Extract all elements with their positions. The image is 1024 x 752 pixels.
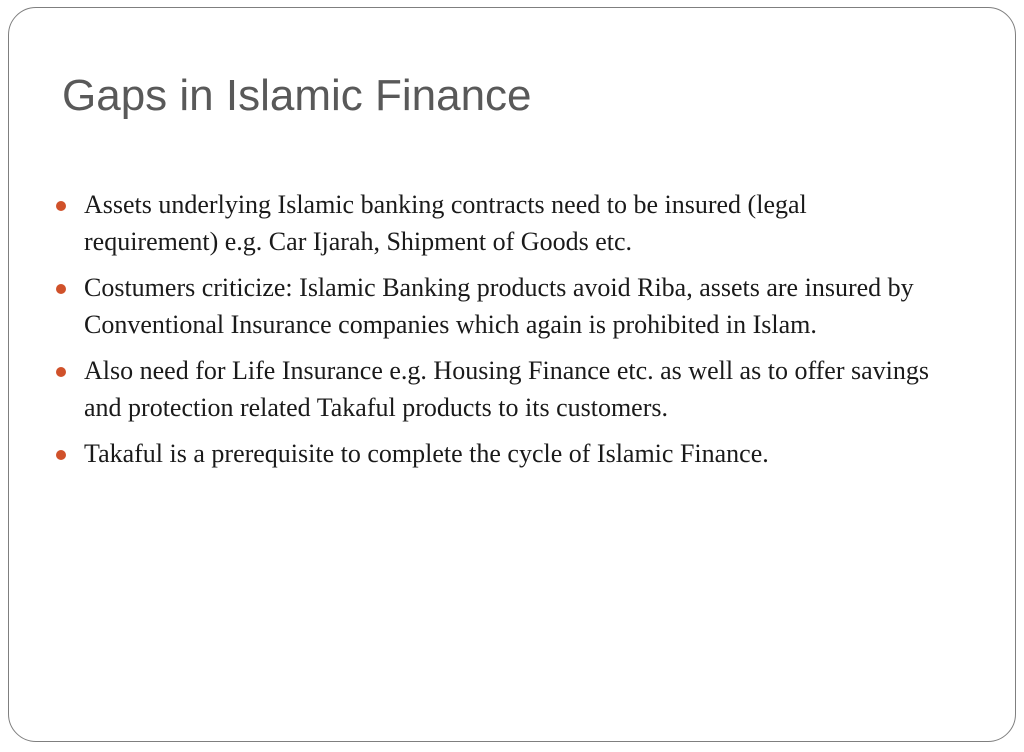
- bullet-text: Also need for Life Insurance e.g. Housing Finance etc. as well as to offer savings and protection related Takaful products to its customers.: [84, 356, 929, 422]
- bullet-text: Costumers criticize: Islamic Banking products avoid Riba, assets are insured by Conventional Insurance companies which again is prohibited in Islam.: [84, 273, 914, 339]
- bullet-item: [84, 435, 944, 472]
- bullet-dot-icon: [56, 450, 66, 460]
- bullet-dot-icon: [56, 284, 66, 294]
- bullet-item: [84, 269, 944, 343]
- bullet-text: Takaful is a prerequisite to complete the cycle of Islamic Finance.: [84, 439, 769, 468]
- slide-title: Gaps in Islamic Finance: [62, 71, 532, 120]
- bullet-item: [84, 352, 944, 426]
- bullet-dot-icon: [56, 367, 66, 377]
- bullet-text: Assets underlying Islamic banking contracts need to be insured (legal requirement) e.g. Car Ijarah, Shipment of Goods etc.: [84, 190, 807, 256]
- bullet-item: [84, 186, 944, 260]
- bullet-dot-icon: [56, 201, 66, 211]
- bullet-list: [84, 186, 944, 481]
- slide-frame: [8, 7, 1016, 742]
